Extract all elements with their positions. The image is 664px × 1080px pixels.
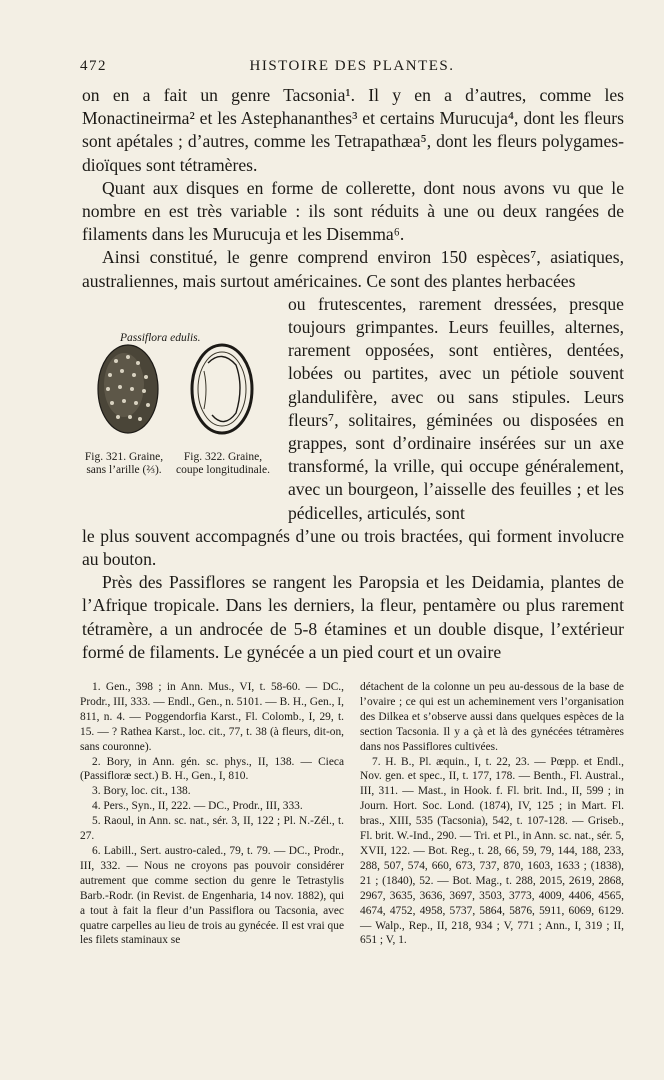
seed-figure [76, 293, 276, 525]
footnotes-right-column [360, 680, 624, 948]
footnote-3: 3. Bory, loc. cit., 138. [92, 785, 191, 798]
running-header [80, 58, 624, 78]
footnote-5: 5. Raoul, in Ann. sc. nat., sér. 3, II, 122 ; Pl. N.-Zél., t. 27. [80, 815, 344, 843]
footnote-2: 2. Bory, in Ann. gén. sc. phys., II, 138. — Cieca (Passifloræ sect.) B. H., Gen., I, 810. [80, 755, 344, 783]
paragraph-2: Quant aux disques en forme de collerette, dont nous avons vu que le nombre en est très variable : ils sont réduits à une ou deux rangées de filaments dans les Murucuja et les Disemma⁶. [82, 177, 624, 245]
fig-321-label: Fig. 321. Graine, sans l’arille (⅔). [84, 450, 164, 476]
fig-322-label: Fig. 322. Graine, coupe longitudinale. [176, 450, 270, 476]
footnote-7: 7. H. B., Pl. æquin., I, t. 22, 23. — Pœpp. et Endl., Nov. gen. et spec., II, t. 177, 178. — Benth., Fl. Austral., III, 311. — Mast., in Hook. f. Fl. brit. Ind., II, 599 ; in Journ. Hort. Soc. Lond. (1874), IV, 125 ; in Mart. Fl. bras., XIII, 535 (Tacsonia), 542, t. 107-128. — Griseb., Fl. brit. W.-Ind., 290. — Tri. et Pl., in Ann. sc. nat., sér. 5, XVII, 122. — Bot. Reg., t. 28, 66, 59, 79, 144, 188, 233, 288, 507, 574, 660, 673, 737, 870, 1603, 1633 ; (1838), 21 ; (1840), 52. — Bot. Mag., t. 288, 2015, 2619, 2868, 2967, 3635, 3636, 3697, 3503, 3773, 4009, 4406, 4565, 4674, 4752, 4958, 5737, 5864, 5876, 5911, 6069, 6129. — Walp., Rep., II, 218, 934 ; V, 771 ; Ann., I, 319 ; II, 651 ; V, 1. [360, 755, 624, 947]
footnote-1: 1. Gen., 398 ; in Ann. Mus., VI, t. 58-60. — DC., Prodr., III, 333. — Endl., Gen., n. 5101. — B. H., Gen., I, 811, n. 4. — Poggendorfia Karst., Fl. Colomb., I, 29, t. 15. — ? Rathea Karst., loc. cit., 77, t. 38 (à fleurs, dit-on, sans couronne). [80, 681, 344, 753]
footnotes-left-column [80, 680, 344, 948]
paragraph-3-start: Ainsi constitué, le genre comprend environ 150 espèces⁷, asiatiques, australiennes, mais surtout américaines. Ce sont des plantes herbacées [82, 247, 624, 291]
seed-whole-illustration [98, 345, 158, 433]
footnote-6: 6. Labill., Sert. austro-caled., 79, t. 79. — DC., Prodr., III, 332. — Nous ne croyons pas pouvoir considérer autrement que comme section du genre le Tetrastylis Barb.-Rodr. (in Revist. de Engenharia, 14 nov. 1882), qui a tout à fait la fleur d’un Passiflora ou Tacsonia, avec quatre carpelles au lieu de trois au gynécée. Il est vrai que les filets staminaux se [80, 844, 344, 947]
seed-section-illustration [192, 345, 252, 433]
paragraph-3-wrapped: ou frutescentes, rarement dressées, presque toujours grimpantes. Leurs feuilles, alternes, rarement opposées, sont entières, dentées, lobées ou partites, avec un pétiole souvent glandulifère, avec ou sans stipules. Leurs fleurs⁷, solitaires, géminées ou disposées en grappes, sont d’ordinaire insérées sur un axe transformé, la vrille, qui occupe généralement, avec un bourgeon, l’aisselle des feuilles ; et les pédicelles, articulés, sont [288, 293, 624, 523]
running-title: HISTOIRE DES PLANTES. [249, 58, 455, 74]
paragraph-1: on en a fait un genre Tacsonia¹. Il y en a d’autres, comme les Monactineirma² et les Astephananthes³ et certains Murucuja⁴, dont les fleurs sont apétales ; d’autres, comme les Tetrapathæa⁵, dont les fleurs polygames-dioïques sont tétramères. [82, 85, 624, 175]
footnote-6-continued: détachent de la colonne un peu au-dessous de la base de l’ovaire ; ce qui est un acheminement vers l’organisation des Dilkea et s’observe aussi dans quelques espèces de la section Tacsonia. Il y a çà et là des gynécées tétramères dans nos Passiflores cultivées. [360, 681, 624, 753]
paragraph-4: Près des Passiflores se rangent les Paropsia et les Deidamia, plantes de l’Afrique tropicale. Dans les derniers, la fleur, pentamère ou plus rarement tétramère, a un androcée de 5-8 étamines et un double disque, l’extérieur formé de filaments. Le gynécée a un pied court et un ovaire [82, 572, 624, 662]
seed-illustrations [76, 341, 276, 445]
footnote-4: 4. Pers., Syn., II, 222. — DC., Prodr., III, 333. [92, 800, 303, 813]
figure-wrap-block [82, 293, 624, 525]
figure-caption: Passiflora edulis. [120, 331, 201, 344]
main-text [82, 84, 624, 664]
paragraph-3-end: le plus souvent accompagnés d’une ou trois bractées, qui forment involucre au bouton. [82, 525, 624, 570]
page-number: 472 [80, 58, 107, 74]
